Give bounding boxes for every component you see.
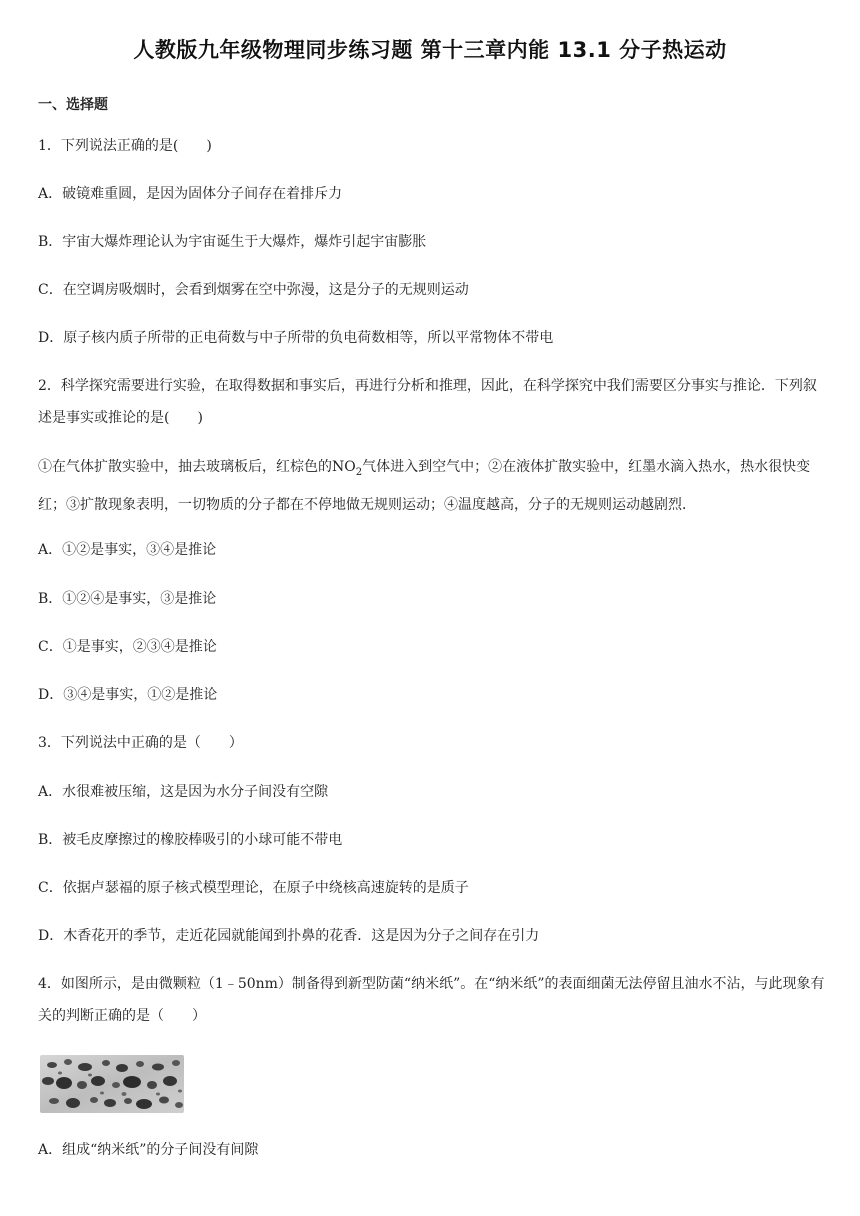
question-1-option-b: B．宇宙大爆炸理论认为宇宙诞生于大爆炸，爆炸引起宇宙膨胀 — [38, 234, 427, 250]
question-2-option-b: B．①②④是事实，③是推论 — [38, 591, 217, 607]
question-1-option-d: D．原子核内质子所带的正电荷数与中子所带的负电荷数相等，所以平常物体不带电 — [38, 330, 554, 346]
question-1-option-a: A．破镜难重圆，是因为固体分子间存在着排斥力 — [38, 186, 343, 202]
question-3-option-d: D．木香花开的季节，走近花园就能闻到扑鼻的花香．这是因为分子之间存在引力 — [38, 928, 540, 944]
question-3-stem: 3．下列说法中正确的是（ ） — [38, 735, 243, 751]
question-3-option-c: C．依据卢瑟福的原子核式模型理论，在原子中绕核高速旋转的是质子 — [38, 880, 469, 896]
question-4-stem: 4．如图所示，是由微颗粒（1﹣50nm）制备得到新型防菌“纳米纸”。在“纳米纸”的表面细菌无法停留且油水不沾，与此现象有关的判断正确的是（ ） — [38, 976, 825, 1024]
question-2-facts-after: 气体进入到空气中；②在液体扩散实验中，红墨水滴入热水，热水很快变红；③扩散现象表明，一切物质的分子都在不停地做无规则运动；④温度越高，分子的无规则运动越剧烈． — [38, 459, 811, 513]
no2-subscript: 2 — [355, 466, 363, 478]
question-2-facts — [38, 451, 828, 521]
question-2-option-c: C．①是事实，②③④是推论 — [38, 639, 217, 655]
question-1-option-c: C．在空调房吸烟时，会看到烟雾在空中弥漫，这是分子的无规则运动 — [38, 282, 469, 298]
question-1-stem: 1．下列说法正确的是( ) — [38, 138, 212, 154]
nano-paper-water-droplets-image — [40, 1055, 184, 1113]
section-heading: 一、选择题 — [38, 97, 108, 113]
question-4-option-a: A．组成“纳米纸”的分子间没有间隙 — [38, 1142, 259, 1158]
page-title: 人教版九年级物理同步练习题 第十三章内能 13.1 分子热运动 — [133, 38, 727, 62]
question-2-option-a: A．①②是事实，③④是推论 — [38, 542, 217, 558]
question-2-option-d: D．③④是事实，①②是推论 — [38, 687, 218, 703]
question-2-stem: 2．科学探究需要进行实验，在取得数据和事实后，再进行分析和推理，因此，在科学探究中我们需要区分事实与推论．下列叙述是事实或推论的是( ) — [38, 378, 817, 426]
question-3-option-b: B．被毛皮摩擦过的橡胶棒吸引的小球可能不带电 — [38, 832, 343, 848]
question-3-option-a: A．水很难被压缩，这是因为水分子间没有空隙 — [38, 784, 329, 800]
question-2-facts-before: ①在气体扩散实验中，抽去玻璃板后，红棕色的NO — [38, 459, 356, 475]
